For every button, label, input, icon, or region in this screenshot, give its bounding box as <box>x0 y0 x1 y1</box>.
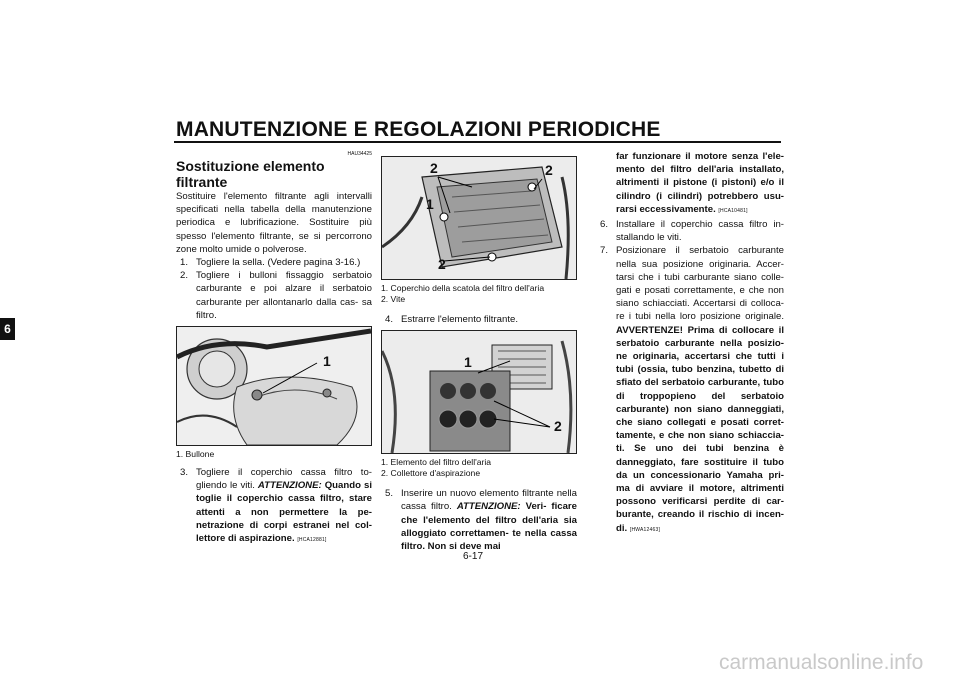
column-3 <box>596 150 784 537</box>
figure-caption-2: 2. Vite <box>381 294 406 304</box>
step-text <box>196 466 372 547</box>
step-number: 6. <box>600 219 609 231</box>
page-header-title: MANUTENZIONE E REGOLAZIONI PERIODICHE <box>176 118 661 141</box>
step-2 <box>176 269 372 322</box>
step-text: Togliere la sella. (Vedere pagina 3-16.) <box>196 257 361 269</box>
warning-code: [HCA10481] <box>718 207 748 214</box>
attention-text: far funzionare il motore senza l'ele- mento del filtro dell'aria installato, altrimenti il pistone (i pistoni) e/o il cilindro (i cilindri) potrebbero usu- rarsi eccessivamente. <box>616 151 784 215</box>
step-7-plain: Posizionare il serbatoio carburante nella sua posizione originaria. Accer- tarsi che i tubi carburante siano colle- gati e posati correttamente, e che non siano schiacciati. Accertarsi di colloca- re i tubi nella loro posizione originale. <box>616 245 784 323</box>
indent <box>596 150 616 218</box>
step-7 <box>596 244 784 536</box>
figure-caption-2: 2. Collettore d'aspirazione <box>381 468 481 479</box>
step-1 <box>176 256 372 269</box>
callout-1: 1 <box>464 354 472 371</box>
step-text <box>616 150 784 218</box>
section-code: HAU34425 <box>347 151 372 157</box>
step-text <box>401 487 577 553</box>
column-2 <box>381 150 577 553</box>
figure-caption-1: 1. Coperchio della scatola del filtro dell'aria <box>381 283 545 293</box>
air-filter-illustration <box>382 331 576 453</box>
step-3-plain: Togliere il coperchio cassa filtro to- gliendo le viti. <box>196 467 372 492</box>
figure-caption-1: 1. Elemento del filtro dell'aria <box>381 457 492 468</box>
step-number: 4. <box>385 314 394 325</box>
callout-2-top-right: 2 <box>545 162 553 178</box>
attention-label: ATTENZIONE: <box>456 501 521 513</box>
section-title: Sostituzione elemento filtrante <box>176 158 325 190</box>
callout-1: 1 <box>323 353 331 370</box>
attention-text: Quando si toglie il coperchio cassa filtro, stare attenti a non permettere la pe- netrazione di corpi estranei nel col- lettore di aspirazione. <box>196 480 372 545</box>
step-number: 7. <box>600 245 609 257</box>
step-5 <box>381 487 577 553</box>
warning-text: AVVERTENZE! Prima di collocare il serbatoio carburante nella posizio- ne originaria, accertarsi che tutti i tubi (ossia, tubo benzina, tubetto di sfiato del serbatoio carburante, tubo di troppopieno del serbatoio carburante) non siano danneggiati, che siano collegati e posati corret- tamente, e che non siano schiaccia- ti. Se uno dei tubi benzina è danneggiato, fare sostituire il tubo da un concessionario Yamaha pri- ma di avviare il motore, altrimenti possono verificarsi perdite di car- burante, creando il rischio di incen- di. <box>616 324 784 534</box>
step-text: Installare il coperchio cassa filtro in- stallando le viti. <box>616 219 784 244</box>
callout-2: 2 <box>554 418 562 435</box>
figure-caption: 1. Bullone <box>176 449 215 460</box>
step-number: 5. <box>385 488 394 500</box>
warning-code: [HWA12463] <box>629 526 661 533</box>
step-text: Estrarre l'elemento filtrante. <box>401 314 519 325</box>
step-3 <box>176 466 372 547</box>
page-number: 6-17 <box>463 551 484 562</box>
step-number: 1. <box>180 257 189 269</box>
step-number: 3. <box>180 467 189 479</box>
step-number: 2. <box>180 270 189 282</box>
figure-airbox-cover <box>381 156 577 280</box>
step-4 <box>381 313 577 326</box>
figure-air-filter-element <box>381 330 577 454</box>
callout-1: 1 <box>426 196 434 212</box>
intro-paragraph: Sostituire l'elemento filtrante agli intervalli specificati nella tabella della manutenzione periodica e lubrificazione. Sostituire più spesso l'elemento filtrante, se si percorrono zone molto umide o polverose. <box>176 191 372 255</box>
step-5-continued <box>596 150 784 218</box>
warning-code: [HCA12881] <box>297 537 327 544</box>
callout-2-bottom: 2 <box>438 256 446 272</box>
handlebar-illustration <box>177 327 371 445</box>
step-6 <box>596 218 784 244</box>
attention-label: ATTENZIONE: <box>257 480 322 492</box>
header-rule <box>174 141 781 143</box>
attention-text: Veri- ficare che l'elemento del filtro dell'aria sia alloggiato correttamen- te nella cassa filtro. Non si deve mai <box>401 501 577 553</box>
step-text: Togliere i bulloni fissaggio serbatoio carburante e poi alzare il serbatoio carburante per allontanarlo dalla cas- sa filtro. <box>196 270 372 321</box>
chapter-tab: 6 <box>0 318 15 340</box>
callout-2-top-left: 2 <box>430 160 438 176</box>
column-1 <box>176 150 372 547</box>
step-5-plain: Inserire un nuovo elemento filtrante nella cassa filtro. <box>401 488 577 513</box>
step-text <box>616 244 784 536</box>
figure-handlebar-bolt <box>176 326 372 446</box>
watermark: carmanualsonline.info <box>719 651 924 674</box>
